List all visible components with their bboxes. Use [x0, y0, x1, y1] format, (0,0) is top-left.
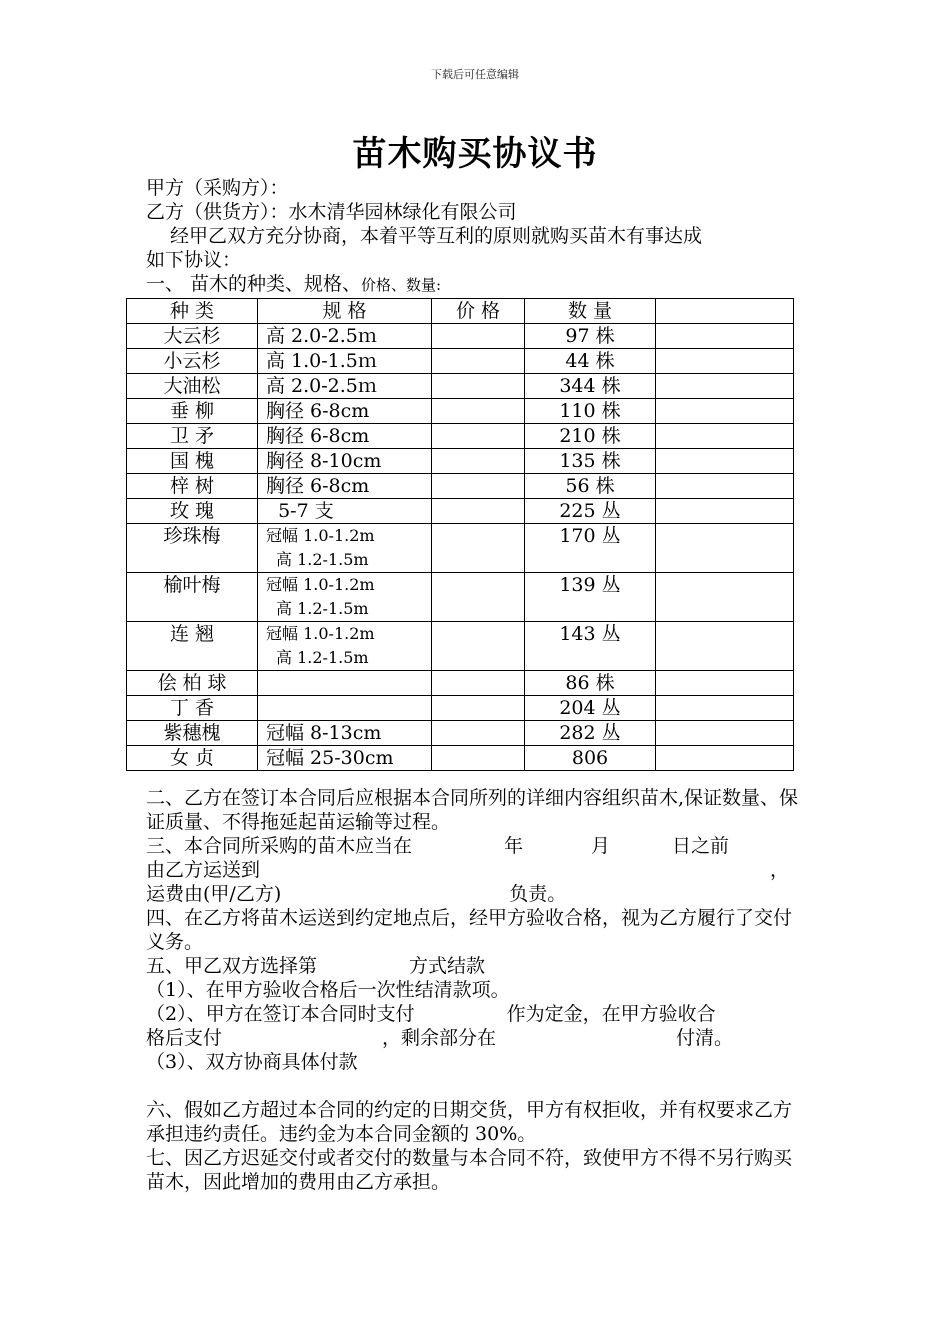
- cell-extra: [656, 622, 794, 671]
- section-2: 二、乙方在签订本合同后应根据本合同所列的详细内容组织苗木,保证数量、保证质量、不得拖延起苗运输等过程。: [146, 787, 799, 833]
- cell-kind: 女 贞: [127, 746, 258, 771]
- cell-spec: 高 2.0-2.5ｍ: [258, 324, 432, 349]
- intro-line-1: 经甲乙双方充分协商，本着平等互利的原则就购买苗木有事达成: [170, 225, 703, 247]
- cell-kind: 大油松: [127, 374, 258, 399]
- section-3-comma: ，: [770, 859, 790, 881]
- option-2-text-a: （2）、甲方在签订本合同时支付: [146, 1003, 415, 1025]
- cell-spec: [258, 524, 432, 573]
- cell-spec: [258, 696, 432, 721]
- cell-price: [432, 499, 525, 524]
- cell-quantity: 86 株: [525, 671, 656, 696]
- cell-quantity: 56 株: [525, 474, 656, 499]
- cell-price: [432, 622, 525, 671]
- table-row: [127, 622, 794, 671]
- cell-extra: [656, 696, 794, 721]
- table-row: [127, 324, 794, 349]
- intro-line-2: 如下协议：: [146, 249, 242, 271]
- cell-kind: 榆叶梅: [127, 573, 258, 622]
- section-1-heading: [146, 272, 806, 296]
- cell-spec: 5-7 支: [258, 499, 432, 524]
- cell-price: [432, 424, 525, 449]
- cell-price: [432, 573, 525, 622]
- party-b-line: 乙方（供货方）：水木清华园林绿化有限公司: [146, 201, 517, 223]
- section-3-day: 日之前: [672, 835, 730, 857]
- cell-kind: 玫 瑰: [127, 499, 258, 524]
- section-3-line-1: [146, 834, 806, 858]
- cell-kind: 小云杉: [127, 349, 258, 374]
- cell-extra: [656, 573, 794, 622]
- seedling-table: [126, 298, 794, 771]
- cell-spec: 高 1.0-1.5ｍ: [258, 349, 432, 374]
- party-a-line: 甲方（采购方）：: [146, 177, 289, 199]
- section-5-line: [146, 954, 806, 978]
- cell-quantity: 170 丛: [525, 524, 656, 573]
- cell-kind: 梓 树: [127, 474, 258, 499]
- section-3-year: 年: [504, 835, 524, 857]
- table-row: [127, 746, 794, 771]
- section-1-heading-main: 一、 苗木的种类、规格、: [146, 273, 362, 295]
- cell-quantity: 139 丛: [525, 573, 656, 622]
- cell-spec: 冠幅 25-30cm: [258, 746, 432, 771]
- section-3-text-d: 负责。: [509, 883, 567, 905]
- cell-spec: 胸径 8-10cm: [258, 449, 432, 474]
- table-row: [127, 696, 794, 721]
- section-3-line-3: [146, 882, 806, 906]
- cell-extra: [656, 721, 794, 746]
- table-row: [127, 399, 794, 424]
- cell-price: [432, 474, 525, 499]
- table-row: [127, 449, 794, 474]
- table-row: [127, 524, 794, 573]
- option-2-text-e: 付清。: [676, 1027, 734, 1049]
- section-5-text-a: 五、甲乙双方选择第: [146, 955, 318, 977]
- cell-extra: [656, 424, 794, 449]
- preamble: [146, 176, 806, 296]
- cell-spec: 胸径 6-8cm: [258, 474, 432, 499]
- option-2-text-c: 格后支付: [146, 1027, 223, 1049]
- table-header-row: [127, 299, 794, 324]
- table-row: [127, 721, 794, 746]
- header-note: 下载后可任意编辑: [431, 68, 519, 81]
- section-3-text-a: 三、本合同所采购的苗木应当在: [146, 835, 413, 857]
- cell-kind: 连 翘: [127, 622, 258, 671]
- cell-price: [432, 349, 525, 374]
- cell-extra: [656, 399, 794, 424]
- cell-price: [432, 696, 525, 721]
- table-row: [127, 424, 794, 449]
- cell-spec: [258, 573, 432, 622]
- section-7: 七、因乙方迟延交付或者交付的数量与本合同不符，致使甲方不得不另行购买苗木，因此增加的费用由乙方承担。: [146, 1147, 793, 1193]
- section-1-heading-small: 价格、数量:: [361, 276, 442, 294]
- table-row: [127, 374, 794, 399]
- cell-price: [432, 449, 525, 474]
- cell-spec: 冠幅 8-13cm: [258, 721, 432, 746]
- table-row: [127, 499, 794, 524]
- cell-spec: [258, 622, 432, 671]
- section-5-option-2-line-2: [146, 1026, 806, 1050]
- section-3-text-c: 运费由(甲/乙方): [146, 883, 282, 905]
- cell-quantity: 110 株: [525, 399, 656, 424]
- cell-quantity: 282 丛: [525, 721, 656, 746]
- cell-extra: [656, 324, 794, 349]
- cell-kind: 珍珠梅: [127, 524, 258, 573]
- spec-line-1: 冠幅 1.0-1.2m: [266, 624, 375, 643]
- cell-extra: [656, 671, 794, 696]
- table-row: [127, 474, 794, 499]
- document-title: 苗木购买协议书: [352, 134, 598, 174]
- spec-line-2: 高 1.2-1.5m: [276, 599, 369, 618]
- cell-quantity: 806: [525, 746, 656, 771]
- cell-extra: [656, 524, 794, 573]
- contract-terms: [146, 786, 806, 1194]
- cell-extra: [656, 746, 794, 771]
- header-spec: 规 格: [258, 299, 432, 324]
- spec-line-1: 冠幅 1.0-1.2m: [266, 575, 375, 594]
- cell-quantity: 143 丛: [525, 622, 656, 671]
- spec-line-2: 高 1.2-1.5m: [276, 648, 369, 667]
- cell-kind: 丁 香: [127, 696, 258, 721]
- cell-extra: [656, 449, 794, 474]
- cell-extra: [656, 374, 794, 399]
- cell-kind: 卫 矛: [127, 424, 258, 449]
- section-3-line-2: [146, 858, 806, 882]
- cell-price: [432, 374, 525, 399]
- cell-kind: 侩 柏 球: [127, 671, 258, 696]
- header-quantity: 数 量: [525, 299, 656, 324]
- section-5-option-2-line-1: [146, 1002, 806, 1026]
- cell-kind: 大云杉: [127, 324, 258, 349]
- cell-spec: 胸径 6-8cm: [258, 399, 432, 424]
- cell-extra: [656, 499, 794, 524]
- cell-spec: 胸径 6-8cm: [258, 424, 432, 449]
- section-3-text-b: 由乙方运送到: [146, 859, 261, 881]
- cell-kind: 紫穗槐: [127, 721, 258, 746]
- cell-extra: [656, 474, 794, 499]
- header-extra: [656, 299, 794, 324]
- cell-quantity: 225 丛: [525, 499, 656, 524]
- cell-price: [432, 524, 525, 573]
- cell-price: [432, 324, 525, 349]
- header-kind: 种 类: [127, 299, 258, 324]
- cell-quantity: 204 丛: [525, 696, 656, 721]
- cell-quantity: 44 株: [525, 349, 656, 374]
- cell-price: [432, 746, 525, 771]
- cell-quantity: 344 株: [525, 374, 656, 399]
- cell-price: [432, 671, 525, 696]
- section-5-option-3: （3）、双方协商具体付款: [146, 1051, 358, 1073]
- table-row: [127, 349, 794, 374]
- spec-line-1: 冠幅 1.0-1.2m: [266, 526, 375, 545]
- section-5-option-1: （1）、在甲方验收合格后一次性结清款项。: [146, 979, 510, 1001]
- cell-quantity: 210 株: [525, 424, 656, 449]
- cell-spec: 高 2.0-2.5ｍ: [258, 374, 432, 399]
- option-2-text-d: ，剩余部分在: [382, 1027, 497, 1049]
- section-6: 六、假如乙方超过本合同的约定的日期交货，甲方有权拒收，并有权要求乙方承担违约责任。违约金为本合同金额的 30%。: [146, 1099, 793, 1145]
- cell-extra: [656, 349, 794, 374]
- table-row: [127, 573, 794, 622]
- option-2-text-b: 作为定金，在甲方验收合: [506, 1003, 716, 1025]
- cell-quantity: 97 株: [525, 324, 656, 349]
- table-row: [127, 671, 794, 696]
- blank-line: [146, 1074, 806, 1098]
- spec-line-2: 高 1.2-1.5m: [276, 550, 369, 569]
- section-4: 四、在乙方将苗木运送到约定地点后，经甲方验收合格，视为乙方履行了交付义务。: [146, 907, 793, 953]
- cell-kind: 国 槐: [127, 449, 258, 474]
- cell-spec: [258, 671, 432, 696]
- section-5-text-b: 方式结款: [409, 955, 486, 977]
- cell-price: [432, 399, 525, 424]
- cell-price: [432, 721, 525, 746]
- section-3-month: 月: [591, 835, 611, 857]
- cell-quantity: 135 株: [525, 449, 656, 474]
- header-price: 价 格: [432, 299, 525, 324]
- cell-kind: 垂 柳: [127, 399, 258, 424]
